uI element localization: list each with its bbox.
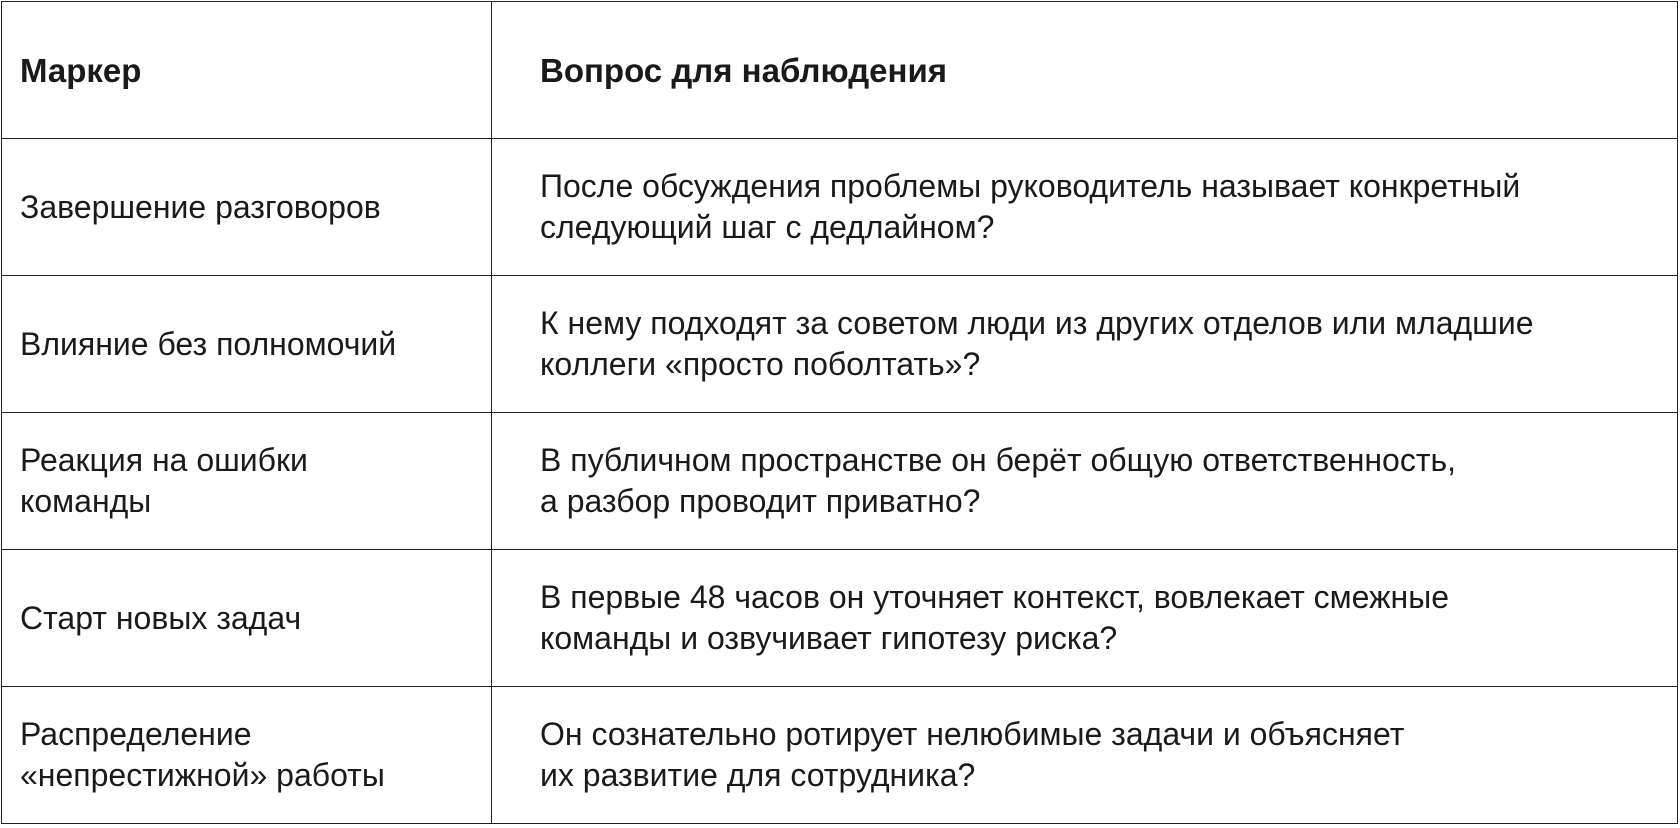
table-row	[2, 276, 1678, 413]
table-row	[2, 550, 1678, 687]
question-text: их развитие для сотрудника?	[540, 757, 976, 793]
marker-text: команды	[20, 483, 152, 519]
table-row	[2, 139, 1678, 276]
question-text: После обсуждения проблемы руководитель называет конкретный	[540, 168, 1521, 204]
observation-table	[1, 1, 1678, 824]
marker-text: Влияние без полномочий	[20, 325, 397, 362]
marker-cell	[2, 276, 492, 413]
table-row	[2, 687, 1678, 824]
header-marker	[2, 2, 492, 139]
question-cell	[492, 276, 1678, 413]
marker-cell	[2, 687, 492, 824]
question-text: команды и озвучивает гипотезу риска?	[540, 620, 1118, 656]
table-header-row	[2, 2, 1678, 139]
marker-text: Реакция на ошибки	[20, 442, 308, 478]
question-text: В публичном пространстве он берёт общую ответственность,	[540, 442, 1457, 478]
marker-text: Распределение	[20, 716, 252, 752]
question-text: коллеги «просто поболтать»?	[540, 346, 981, 382]
question-cell	[492, 139, 1678, 276]
marker-cell	[2, 550, 492, 687]
marker-cell	[2, 413, 492, 550]
question-cell	[492, 550, 1678, 687]
question-text: следующий шаг с дедлайном?	[540, 209, 995, 245]
question-cell	[492, 687, 1678, 824]
marker-text: «непрестижной» работы	[20, 757, 385, 793]
question-text: К нему подходят за советом люди из других отделов или младшие	[540, 305, 1534, 341]
question-text: Он сознательно ротирует нелюбимые задачи и объясняет	[540, 716, 1405, 752]
marker-text: Завершение разговоров	[20, 188, 381, 225]
table-row	[2, 413, 1678, 550]
question-text: В первые 48 часов он уточняет контекст, вовлекает смежные	[540, 579, 1449, 615]
header-question	[492, 2, 1678, 139]
marker-text: Старт новых задач	[20, 599, 302, 636]
marker-cell	[2, 139, 492, 276]
header-question-label: Вопрос для наблюдения	[540, 51, 947, 89]
observation-table-container	[1, 1, 1677, 824]
question-text: а разбор проводит приватно?	[540, 483, 981, 519]
header-marker-label: Маркер	[20, 51, 142, 89]
question-cell	[492, 413, 1678, 550]
